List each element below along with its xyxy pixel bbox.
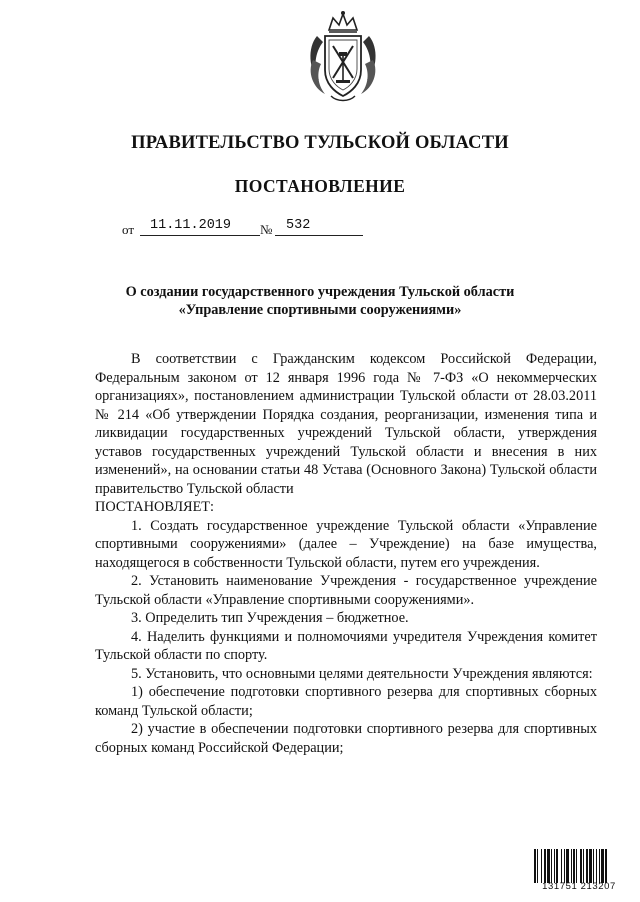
clause-2: 2. Установить наименование Учреждения - государственное учреждение Тульской области «Управление спортивными сооружениями». xyxy=(95,573,597,608)
preamble-paragraph: В соответствии с Гражданским кодексом Российской Федерации, Федеральным законом от 12 января 1996 года № 7-ФЗ «О некоммерческих организациях», постановлением администрации Тульской области от 28.03.2011 № 214 «Об утверждении Порядка создания, реорганизации, изменения типа и ликвидации государственных учреждений Тульской области, утверждения уставов государственных учреждений Тульской области и внесения в них изменений», на основании статьи 48 Устава (Основного Закона) Тульской области правительство Тульской области xyxy=(95,351,597,497)
subject-line-1: О создании государственного учреждения Тульской области xyxy=(125,284,515,300)
resolves-heading: ПОСТАНОВЛЯЕТ: xyxy=(95,499,215,515)
clause-5-item-2: 2) участие в обеспечении подготовки спортивного резерва для спортивных сборных команд Российской Федерации; xyxy=(95,721,597,756)
number-value: 532 xyxy=(286,218,311,233)
clause-5-item-1: 1) обеспечение подготовки спортивного резерва для спортивных сборных команд Тульской области; xyxy=(95,684,597,719)
document-type-title: ПОСТАНОВЛЕНИЕ xyxy=(234,176,406,196)
number-label: № xyxy=(260,222,273,237)
barcode-image xyxy=(533,849,625,883)
clause-5: 5. Установить, что основными целями деятельности Учреждения являются: xyxy=(131,665,593,682)
clause-1: 1. Создать государственное учреждение Тульской области «Управление спортивными сооружениями» (далее – Учреждение) на базе имущества, находящегося в собственности Тульской области, путем его учреждения. xyxy=(95,517,597,571)
date-value: 11.11.2019 xyxy=(150,218,232,233)
number-underline xyxy=(275,235,363,236)
clause-3: 3. Определить тип Учреждения – бюджетное. xyxy=(131,610,409,626)
barcode-number: 131751 213207 xyxy=(542,881,616,892)
date-underline xyxy=(140,235,260,236)
coat-of-arms-tula-region xyxy=(305,8,381,104)
subject-line-2: «Управление спортивными сооружениями» xyxy=(178,302,462,318)
organization-title: ПРАВИТЕЛЬСТВО ТУЛЬСКОЙ ОБЛАСТИ xyxy=(131,133,509,153)
clause-4: 4. Наделить функциями и полномочиями учредителя Учреждения комитет Тульской области по спорту. xyxy=(95,628,597,663)
document-body xyxy=(95,350,597,757)
document-subject xyxy=(0,283,640,319)
date-label: от xyxy=(122,222,135,237)
